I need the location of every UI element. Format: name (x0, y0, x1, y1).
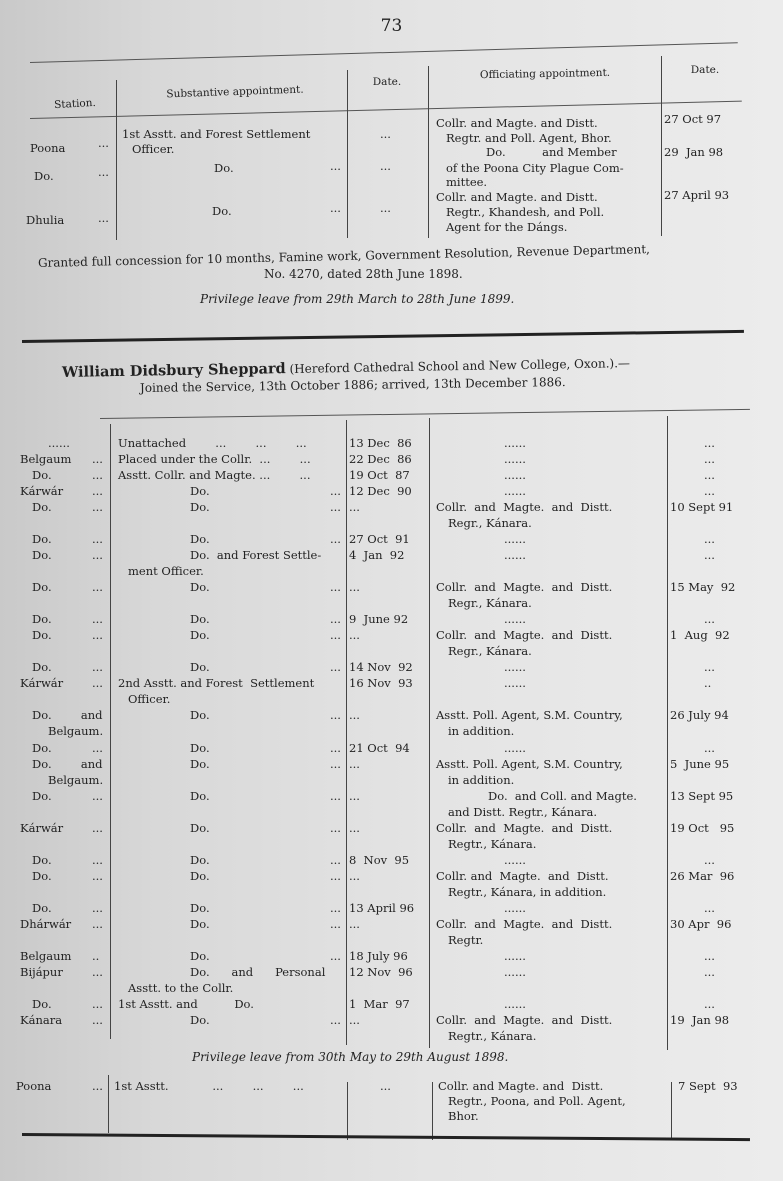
date-cell: ... (349, 1013, 360, 1027)
officiating-cell: Regtr., Kánara. (448, 837, 537, 851)
officiating-cell: Regtr., Khandesh, and Poll. (446, 205, 605, 219)
station-dots: ... (92, 676, 103, 690)
substantive-cell: Do. and Personal (190, 965, 326, 979)
station-cell: Do. (32, 997, 52, 1011)
station-cell: Dhulia (26, 213, 65, 227)
officiating-cell: ...... (504, 965, 526, 979)
col-divider (110, 424, 111, 1039)
date-cell: ... (349, 917, 360, 931)
table-top-rule (100, 409, 750, 419)
station-cell: Kárwár (20, 821, 64, 835)
officiating-cell: Collr. and Magte. and Distt. (436, 917, 613, 931)
date-cell: ... (380, 1079, 391, 1093)
substantive-dots: ... (330, 628, 341, 642)
page-number: 73 (380, 16, 403, 36)
date-cell: ... (704, 452, 715, 466)
date-cell: 1 Mar 97 (349, 997, 410, 1011)
date-cell: ... (349, 757, 360, 771)
substantive-cell: Do. (190, 708, 210, 722)
station-cell: Belgaum (20, 452, 72, 466)
col-divider (432, 1082, 433, 1140)
station-cell: Do. (32, 532, 52, 546)
station-cell: Do. (32, 548, 52, 562)
station-cell: Poona (30, 141, 66, 155)
substantive-dots: ... (330, 159, 341, 173)
officiating-cell: ...... (504, 741, 526, 755)
station-cell: Do. and (32, 757, 103, 771)
date-cell: 10 Sept 91 (670, 500, 734, 514)
date-cell: ... (380, 201, 391, 215)
date-cell: 1 Aug 92 (670, 628, 730, 642)
page-bottom-rule (22, 1133, 750, 1141)
station-dots: ... (92, 612, 103, 626)
date-cell: 27 April 93 (664, 188, 730, 202)
station-dots: ... (92, 660, 103, 674)
station-dots: ... (92, 548, 103, 562)
station-cell: Do. and (32, 708, 103, 722)
officiating-cell: Bhor. (448, 1109, 479, 1123)
substantive-dots: ... (330, 789, 341, 803)
station-dots: ... (92, 1013, 103, 1027)
station-cell: Do. (32, 660, 52, 674)
officer-education: (Hereford Cathedral School and New College, Oxon.).— (289, 356, 631, 377)
station-cell: Kárwár (20, 676, 64, 690)
station-cell: Do. (32, 853, 52, 867)
officiating-cell: ...... (504, 532, 526, 546)
station-cell: Belgaum (20, 949, 72, 963)
officiating-cell: ...... (504, 436, 526, 450)
station-cell: Poona (16, 1079, 52, 1093)
officiating-cell: Regtr., Poona, and Poll. Agent, (448, 1094, 626, 1108)
station-dots: ... (92, 853, 103, 867)
header-substantive: Substantive appointment. (166, 83, 304, 101)
officiating-cell: ...... (504, 452, 526, 466)
substantive-cell: Officer. (132, 142, 175, 156)
officiating-cell: ...... (504, 676, 526, 690)
officiating-cell: Agent for the Dángs. (446, 220, 568, 234)
substantive-cell: Do. (190, 1013, 210, 1027)
date-cell: 13 Dec 86 (349, 436, 412, 450)
officiating-cell: Collr. and Magte. and Distt. (436, 500, 613, 514)
substantive-cell: Placed under the Collr. ... ... (118, 452, 311, 466)
substantive-cell: Do. (190, 500, 210, 514)
officiating-cell: Asstt. Poll. Agent, S.M. Country, (436, 708, 623, 722)
date-cell: ... (704, 468, 715, 482)
substantive-dots: ... (330, 484, 341, 498)
col-divider (108, 1075, 109, 1133)
date-cell: 7 Sept 93 (678, 1079, 738, 1093)
substantive-dots: ... (330, 757, 341, 771)
station-dots: ... (98, 136, 109, 150)
date-cell: ... (349, 821, 360, 835)
officiating-cell: ...... (504, 468, 526, 482)
substantive-dots: ... (330, 917, 341, 931)
date-cell: 5 June 95 (670, 757, 730, 771)
section-divider (22, 330, 744, 343)
col-divider (347, 1082, 348, 1140)
station-dots: ... (92, 452, 103, 466)
date-cell: ... (380, 159, 391, 173)
substantive-cell: Do. (190, 741, 210, 755)
station-cell: Belgaum. (48, 773, 104, 787)
substantive-cell: 1st Asstt. ... ... ... (114, 1079, 304, 1093)
station-cell: Kárwár (20, 484, 64, 498)
date-cell: 27 Oct 97 (664, 112, 722, 126)
station-dots: ... (92, 789, 103, 803)
date-cell: ... (704, 853, 715, 867)
substantive-dots: ... (330, 741, 341, 755)
station-dots: ... (92, 869, 103, 883)
substantive-cell: ment Officer. (128, 564, 204, 578)
date-cell: ... (349, 580, 360, 594)
officiating-cell: Do. and Coll. and Magte. (488, 789, 637, 803)
date-cell: ... (704, 997, 715, 1011)
station-cell: Do. (32, 901, 52, 915)
date-cell: ... (704, 532, 715, 546)
date-cell: 8 Nov 95 (349, 853, 410, 867)
col-divider (429, 418, 430, 1048)
col-divider (661, 56, 662, 236)
substantive-cell: Do. (190, 949, 210, 963)
officiating-cell: Regr., Kánara. (448, 596, 532, 610)
table-top-rule (30, 42, 738, 63)
station-cell: Do. (32, 789, 52, 803)
header-date: Date. (372, 76, 402, 88)
officiating-cell: ...... (504, 660, 526, 674)
substantive-cell: Do. (190, 853, 210, 867)
officiating-cell: Asstt. Poll. Agent, S.M. Country, (436, 757, 623, 771)
officiating-cell: Regtr., Kánara. (448, 1029, 537, 1043)
substantive-dots: ... (330, 949, 341, 963)
substantive-dots: ... (330, 821, 341, 835)
date-cell: 15 May 92 (670, 580, 736, 594)
substantive-cell: Do. (214, 161, 234, 175)
header-date: Date. (690, 64, 720, 76)
date-cell: ... (349, 628, 360, 642)
substantive-cell: Do. (190, 901, 210, 915)
station-cell: Belgaum. (48, 724, 104, 738)
station-cell: Do. (32, 500, 52, 514)
substantive-dots: ... (330, 1013, 341, 1027)
officiating-cell: Collr. and Magte. and Distt. (436, 580, 613, 594)
date-cell: 9 June 92 (349, 612, 409, 626)
header-bottom-rule (30, 101, 742, 119)
concession-note-line1: Granted full concession for 10 months, Famine work, Government Resolution, Revenue Department, (37, 242, 651, 270)
substantive-cell: Do. and Forest Settle- (190, 548, 322, 562)
officiating-cell: Regtr. and Poll. Agent, Bhor. (446, 131, 612, 145)
date-cell: 13 Sept 95 (670, 789, 734, 803)
date-cell: 30 Apr 96 (670, 917, 732, 931)
date-cell: 19 Jan 98 (670, 1013, 730, 1027)
officiating-cell: of the Poona City Plague Com- (446, 161, 624, 175)
substantive-cell: 1st Asstt. and Do. (118, 997, 254, 1011)
station-dots: ... (92, 500, 103, 514)
station-cell: Dhárwár (20, 917, 72, 931)
officiating-cell: Regr., Kánara. (448, 644, 532, 658)
station-cell: Do. (32, 580, 52, 594)
officiating-cell: in addition. (448, 773, 515, 787)
date-cell: ... (349, 708, 360, 722)
station-dots: ... (92, 741, 103, 755)
station-cell: Do. (34, 169, 54, 183)
date-cell: 27 Oct 91 (349, 532, 410, 546)
substantive-cell: Asstt. Collr. and Magte. ... ... (118, 468, 311, 482)
header-station: Station. (53, 96, 97, 112)
substantive-dots: ... (330, 500, 341, 514)
station-dots: ... (92, 628, 103, 642)
station-dots: ... (92, 901, 103, 915)
col-divider (671, 1082, 672, 1140)
substantive-dots: ... (330, 901, 341, 915)
substantive-cell: Do. (190, 821, 210, 835)
date-cell: 13 April 96 (349, 901, 415, 915)
officiating-cell: ...... (504, 548, 526, 562)
date-cell: ... (704, 741, 715, 755)
substantive-cell: 2nd Asstt. and Forest Settlement (118, 676, 315, 690)
date-cell: 16 Nov 93 (349, 676, 413, 690)
substantive-cell: Do. (190, 580, 210, 594)
date-cell: .. (704, 676, 712, 690)
substantive-dots: ... (330, 660, 341, 674)
station-dots: ... (92, 917, 103, 931)
officiating-cell: ...... (504, 484, 526, 498)
station-dots: ... (92, 1079, 103, 1093)
officiating-cell: Collr. and Magte. and Distt. (436, 1013, 613, 1027)
date-cell: 26 Mar 96 (670, 869, 735, 883)
substantive-dots: ... (330, 708, 341, 722)
substantive-dots: ... (330, 869, 341, 883)
station-cell: Bijápur (20, 965, 63, 979)
date-cell: 21 Oct 94 (349, 741, 410, 755)
date-cell: ... (704, 612, 715, 626)
station-cell: ...... (48, 436, 70, 450)
col-divider (667, 416, 668, 1050)
concession-note-line2: No. 4270, dated 28th June 1898. (264, 267, 463, 281)
officiating-cell: Collr. and Magte. and Distt. (436, 821, 613, 835)
substantive-cell: Officer. (128, 692, 171, 706)
col-divider (346, 420, 347, 1045)
date-cell: 12 Nov 96 (349, 965, 413, 979)
privilege-leave-note: Privilege leave from 30th May to 29th August 1898. (192, 1050, 509, 1064)
col-divider (116, 80, 117, 240)
date-cell: 19 Oct 95 (670, 821, 735, 835)
station-dots: ... (98, 165, 109, 179)
date-cell: ... (704, 949, 715, 963)
header-officiating: Officiating appointment. (479, 66, 611, 82)
officiating-cell: Collr. and Magte. and Distt. (438, 1079, 604, 1093)
officiating-cell: and Distt. Regtr., Kánara. (448, 805, 598, 819)
officiating-cell: Collr. and Magte. and Distt. (436, 116, 598, 130)
date-cell: ... (349, 869, 360, 883)
substantive-cell: Do. (190, 660, 210, 674)
station-dots: ... (98, 211, 109, 225)
station-cell: Do. (32, 612, 52, 626)
station-dots: ... (92, 484, 103, 498)
substantive-cell: Do. (190, 869, 210, 883)
station-dots: ... (92, 580, 103, 594)
date-cell: ... (704, 436, 715, 450)
substantive-cell: Do. (212, 204, 232, 218)
date-cell: 19 Oct 87 (349, 468, 410, 482)
officiating-cell: ...... (504, 997, 526, 1011)
officiating-cell: ...... (504, 853, 526, 867)
station-dots: ... (92, 965, 103, 979)
officiating-cell: in addition. (448, 724, 515, 738)
station-cell: Do. (32, 741, 52, 755)
station-dots: ... (92, 532, 103, 546)
officiating-cell: Collr. and Magte. and Distt. (436, 869, 609, 883)
date-cell: 14 Nov 92 (349, 660, 413, 674)
substantive-dots: ... (330, 612, 341, 626)
station-dots: ... (92, 997, 103, 1011)
date-cell: 22 Dec 86 (349, 452, 412, 466)
station-cell: Kánara (20, 1013, 63, 1027)
station-dots: ... (92, 468, 103, 482)
substantive-dots: ... (330, 580, 341, 594)
date-cell: ... (704, 484, 715, 498)
date-cell: 4 Jan 92 (349, 548, 405, 562)
substantive-cell: Do. (190, 612, 210, 626)
date-cell: ... (704, 548, 715, 562)
officiating-cell: Regr., Kánara. (448, 516, 532, 530)
substantive-cell: 1st Asstt. and Forest Settlement (122, 127, 311, 141)
officiating-cell: Collr. and Magte. and Distt. (436, 628, 613, 642)
substantive-cell: Do. (190, 917, 210, 931)
officiating-cell: mittee. (446, 175, 488, 189)
station-dots: ... (92, 821, 103, 835)
officiating-cell: ...... (504, 949, 526, 963)
date-cell: 29 Jan 98 (664, 145, 724, 159)
officiating-cell: Regtr., Kánara, in addition. (448, 885, 607, 899)
col-divider (428, 66, 429, 238)
privilege-leave-note: Privilege leave from 29th March to 28th June 1899. (200, 292, 515, 306)
officiating-cell: Collr. and Magte. and Distt. (436, 190, 598, 204)
substantive-cell: Do. (190, 628, 210, 642)
date-cell: ... (349, 500, 360, 514)
col-divider (347, 70, 348, 238)
date-cell: ... (704, 901, 715, 915)
officiating-cell: ...... (504, 901, 526, 915)
date-cell: ... (349, 789, 360, 803)
substantive-dots: ... (330, 201, 341, 215)
officiating-cell: ...... (504, 612, 526, 626)
substantive-cell: Do. (190, 757, 210, 771)
officiating-cell: Regtr. (448, 933, 484, 947)
station-cell: Do. (32, 468, 52, 482)
substantive-dots: ... (330, 853, 341, 867)
date-cell: ... (704, 660, 715, 674)
officer-service: Joined the Service, 13th October 1886; arrived, 13th December 1886. (139, 375, 566, 395)
date-cell: 26 July 94 (670, 708, 729, 722)
station-dots: .. (92, 949, 100, 963)
substantive-cell: Do. (190, 484, 210, 498)
substantive-cell: Do. (190, 789, 210, 803)
date-cell: ... (380, 127, 391, 141)
substantive-cell: Unattached ... ... ... (118, 436, 307, 450)
date-cell: 12 Dec 90 (349, 484, 412, 498)
substantive-dots: ... (330, 532, 341, 546)
station-cell: Do. (32, 628, 52, 642)
officer-name: William Didsbury Sheppard (61, 360, 286, 381)
station-cell: Do. (32, 869, 52, 883)
date-cell: ... (704, 965, 715, 979)
substantive-cell: Asstt. to the Collr. (128, 981, 234, 995)
date-cell: 18 July 96 (349, 949, 408, 963)
substantive-cell: Do. (190, 532, 210, 546)
officiating-cell: Do. and Member (486, 145, 617, 159)
